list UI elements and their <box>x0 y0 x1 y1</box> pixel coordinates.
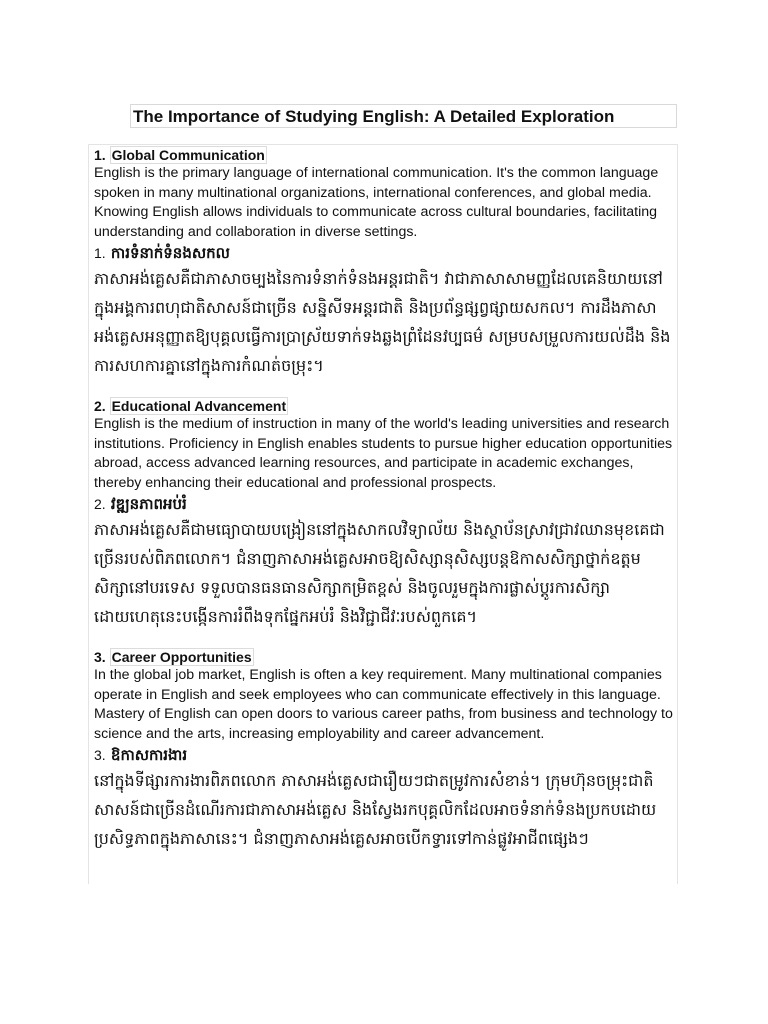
section-heading <box>94 398 673 415</box>
khmer-paragraph: ភាសាអង់គ្លេសគឺជាមធ្យោបាយបង្រៀននៅក្នុងសាកលវិទ្យាល័យ និងស្ថាប័នស្រាវជ្រាវឈានមុខគេជាច្រើនរបស់ពិភពលោក។ ជំនាញភាសាអង់គ្លេសអាចឱ្យសិស្សានុសិស្សបន្តឱកាសសិក្សាថ្នាក់ឧត្តមសិក្សានៅបរទេស ទទួលបានធនធានសិក្សាកម្រិតខ្ពស់ និងចូលរួមក្នុងការផ្លាស់ប្តូរការសិក្សា ដោយហេតុនេះបង្កើនការរំពឹងទុកផ្នែកអប់រំ និងវិជ្ជាជីវៈរបស់ពួកគេ។ <box>94 520 665 626</box>
section-global-communication <box>94 147 673 380</box>
khmer-heading-text: ឱកាសការងារ <box>110 746 188 764</box>
english-paragraph: In the global job market, English is often a key requirement. Many multinational companies operate in English and seek employees who can communicate effectively in this language. Mastery of English can open doors to various career paths, from business and technology to science and the arts, increasing employability and career advancement. <box>94 667 673 742</box>
section-career-opportunities <box>94 649 673 853</box>
section-heading-text: Global Communication <box>111 147 265 163</box>
document-body <box>88 144 678 884</box>
section-heading-text: Educational Advancement <box>111 398 287 414</box>
section-heading <box>94 147 673 164</box>
section-heading <box>94 649 673 666</box>
section-educational-advancement <box>94 398 673 631</box>
section-heading-text: Career Opportunities <box>111 649 252 665</box>
khmer-heading <box>94 493 673 515</box>
english-paragraph: English is the primary language of international communication. It's the common language spoken in many multinational organizations, international conferences, and global media. Knowing English allows individuals to communicate across cultural boundaries, facilitating understanding and collaboration in diverse settings. <box>94 165 659 240</box>
section-number: 3. <box>94 649 106 665</box>
khmer-heading-text: វឌ្ឍនភាពអប់រំ <box>110 495 187 513</box>
khmer-paragraph: នៅក្នុងទីផ្សារការងារពិភពលោក ភាសាអង់គ្លេសជារឿយៗជាតម្រូវការសំខាន់។ ក្រុមហ៊ុនចម្រុះជាតិសាសន៍ជាច្រើនដំណើរការជាភាសាអង់គ្លេស និងស្វែងរកបុគ្គលិកដែលអាចទំនាក់ទំនងប្រកបដោយប្រសិទ្ធភាពក្នុងភាសានេះ។ ជំនាញភាសាអង់គ្លេសអាចបើកទ្វារទៅកាន់ផ្លូវអាជីពផ្សេងៗ <box>94 771 657 848</box>
khmer-heading-number: 1. <box>94 245 106 261</box>
section-number: 2. <box>94 398 106 414</box>
khmer-heading-text: ការទំនាក់ទំនងសកល <box>110 244 230 262</box>
khmer-heading-number: 2. <box>94 496 106 512</box>
document-title: The Importance of Studying English: A Detailed Exploration <box>130 104 677 128</box>
english-paragraph: English is the medium of instruction in many of the world's leading universities and research institutions. Proficiency in English enables students to pursue higher education opportunities abroad, access advanced learning resources, and participate in academic exchanges, thereby enhancing their educational and professional prospects. <box>94 416 673 491</box>
khmer-paragraph: ភាសាអង់គ្លេសគឺជាភាសាចម្បងនៃការទំនាក់ទំនងអន្តរជាតិ។ វាជាភាសាសាមញ្ញដែលគេនិយាយនៅក្នុងអង្គការពហុជាតិសាសន៍ជាច្រើន សន្និសីទអន្តរជាតិ និងប្រព័ន្ធផ្សព្វផ្សាយសកល។ ការដឹងភាសាអង់គ្លេសអនុញ្ញាតឱ្យបុគ្គលធ្វើការប្រាស្រ័យទាក់ទងឆ្លងព្រំដែនវប្បធម៌ សម្របសម្រួលការយល់ដឹង និងការសហការគ្នានៅក្នុងការកំណត់ចម្រុះ។ <box>94 269 671 375</box>
section-number: 1. <box>94 147 106 163</box>
khmer-heading <box>94 744 673 766</box>
khmer-heading-number: 3. <box>94 747 106 763</box>
khmer-heading <box>94 242 673 264</box>
